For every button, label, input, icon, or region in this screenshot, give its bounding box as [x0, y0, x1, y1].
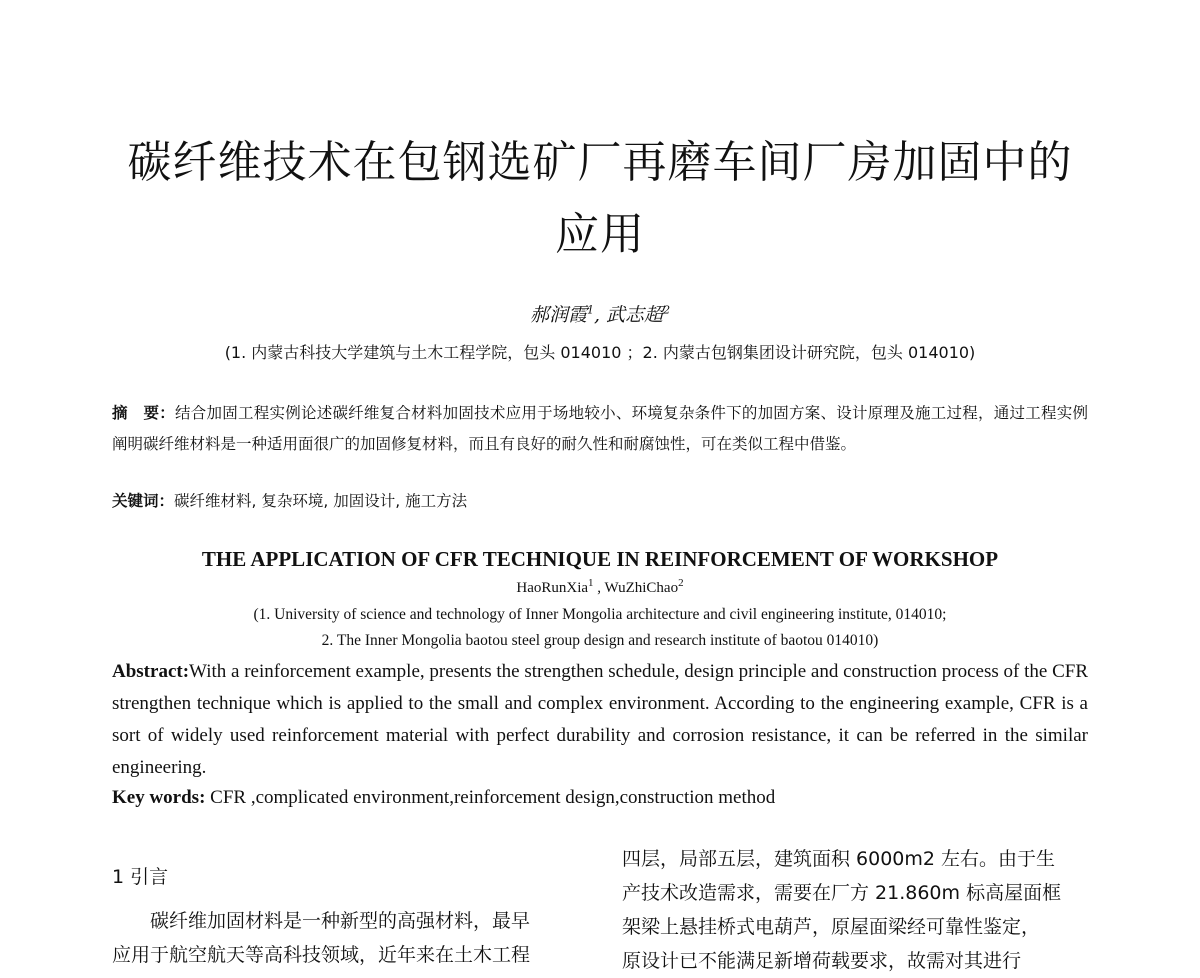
en-affiliation-line-1: (1. University of science and technology of Inner Mongolia architecture and civil engineering institute, 014010; [253, 606, 947, 623]
cn-abstract-label: 摘 要： [112, 404, 175, 422]
cn-affiliation: (1. 内蒙古科技大学建筑与土木工程学院，包头 014010 ；2. 内蒙古包钢集团设计研究院，包头 014010) [224, 343, 976, 362]
en-keywords-label: Key words: [112, 787, 206, 808]
cn-abstract [112, 398, 1088, 460]
en-author-1: HaoRunXia [516, 580, 589, 596]
left-column-line-1: 碳纤维加固材料是一种新型的高强材料，最早 [150, 910, 531, 932]
cn-author-2-affil: 2 [663, 303, 671, 317]
en-keywords [112, 782, 1088, 814]
en-authors [0, 577, 1200, 597]
en-author-2: WuZhiChao [604, 580, 679, 596]
cn-abstract-text: 结合加固工程实例论述碳纤维复合材料加固技术应用于场地较小、环境复杂条件下的加固方案、设计原理及施工过程，通过工程实例阐明碳纤维材料是一种适用面很广的加固修复材料，而且有良好的耐久性和耐腐蚀性，可在类似工程中借鉴。 [112, 404, 1088, 453]
left-column-line-2: 应用于航空航天等高科技领域，近年来在土木工程 [112, 944, 531, 966]
en-title: THE APPLICATION OF CFR TECHNIQUE IN REINFORCEMENT OF WORKSHOP [201, 547, 999, 571]
en-abstract [112, 656, 1088, 784]
cn-author-1: 郝润霞 [529, 304, 587, 326]
paper-title-line-1: 碳纤维技术在包钢选矿厂再磨车间厂房加固中的 [127, 137, 1073, 188]
cn-author-2: 武志超 [606, 304, 664, 326]
cn-keywords [112, 486, 1088, 517]
en-affiliation-line-2: 2. The Inner Mongolia baotou steel group design and research institute of baotou 014010) [321, 632, 879, 649]
en-author-2-affil: 2 [678, 577, 684, 589]
right-column-line-3: 架梁上悬挂桥式电葫芦，原屋面梁经可靠性鉴定， [622, 916, 1041, 938]
cn-author-1-affil: 1 [586, 303, 594, 317]
en-abstract-label: Abstract: [112, 661, 190, 682]
right-column-line-2: 产技术改造需求，需要在厂方 21.860m 标高屋面框 [622, 882, 1062, 904]
right-column-line-1: 四层，局部五层，建筑面积 6000m2 左右。由于生 [622, 848, 1056, 870]
right-column-line-4: 原设计已不能满足新增荷载要求，故需对其进行 [622, 950, 1022, 972]
section-1-heading: 1 引言 [112, 866, 169, 888]
en-author-separator: , [593, 580, 605, 596]
en-keywords-text: CFR ,complicated environment,reinforcement design,construction method [205, 787, 776, 808]
paper-title-line-2: 应用 [555, 209, 645, 260]
cn-authors [0, 300, 1200, 327]
cn-keywords-label: 关键词： [112, 492, 175, 510]
en-author-1-affil: 1 [588, 577, 594, 589]
en-abstract-text: With a reinforcement example, presents the strengthen schedule, design principle and construction process of the CFR strengthen technique which is applied to the small and complex environment. According to the engineering example, CFR is a sort of widely used reinforcement material with perfect durability and corrosion resistance, it can be referred in the similar engineering. [112, 661, 1088, 778]
cn-keywords-text: 碳纤维材料, 复杂环境, 加固设计, 施工方法 [174, 492, 468, 510]
cn-author-separator: , [593, 304, 607, 326]
